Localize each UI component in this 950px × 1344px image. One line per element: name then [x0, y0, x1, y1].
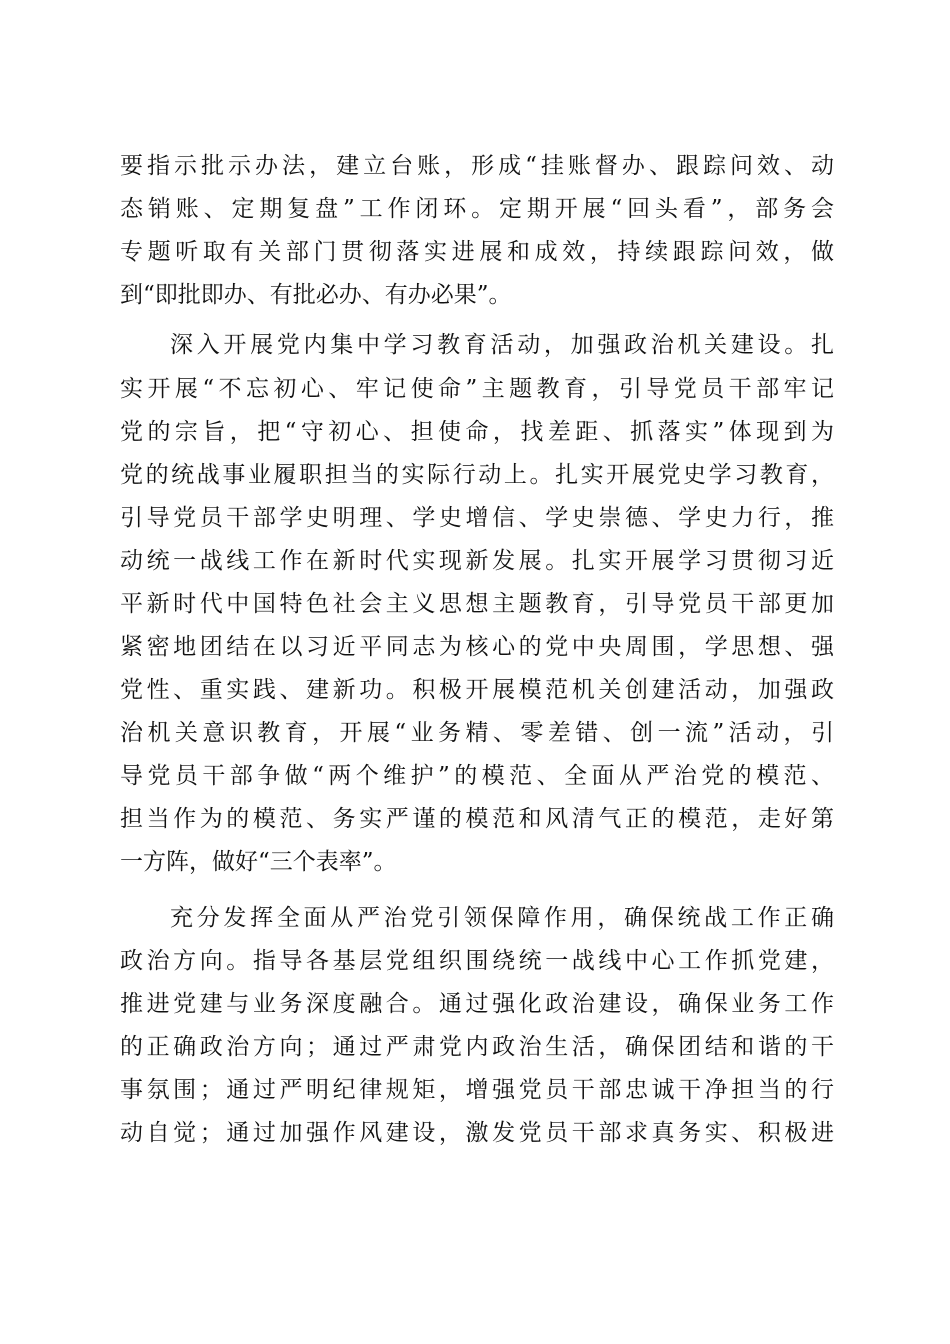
paragraph-3-line-2: 政治方向。指导各基层党组织围绕统一战线中心工作抓党建，	[120, 948, 834, 974]
paragraph-2-line-10: 治机关意识教育，开展“业务精、零差错、创一流”活动，引	[120, 720, 834, 746]
paragraph-2-line-6: 动统一战线工作在新时代实现新发展。扎实开展学习贯彻习近	[120, 548, 834, 574]
paragraph-2-line-2: 实开展“不忘初心、牢记使命”主题教育，引导党员干部牢记	[120, 376, 834, 402]
paragraph-1-line-3: 专题听取有关部门贯彻落实进展和成效，持续跟踪问效，做	[120, 239, 834, 265]
paragraph-2-line-11: 导党员干部争做“两个维护”的模范、全面从严治党的模范、	[120, 763, 834, 789]
paragraph-3-line-5: 事氛围；通过严明纪律规矩，增强党员干部忠诚干净担当的行	[120, 1077, 834, 1103]
paragraph-3-line-1: 充分发挥全面从严治党引领保障作用，确保统战工作正确	[170, 905, 834, 931]
paragraph-2-line-9: 党性、重实践、建新功。积极开展模范机关创建活动，加强政	[120, 677, 834, 703]
paragraph-2-line-12: 担当作为的模范、务实严谨的模范和风清气正的模范，走好第	[120, 806, 834, 832]
paragraph-1-line-2: 态销账、定期复盘”工作闭环。定期开展“回头看”，部务会	[120, 196, 834, 222]
paragraph-2-line-13: 一方阵，做好“三个表率”。	[120, 849, 397, 875]
paragraph-2-line-4: 党的统战事业履职担当的实际行动上。扎实开展党史学习教育，	[120, 462, 834, 488]
paragraph-3-line-6: 动自觉；通过加强作风建设，激发党员干部求真务实、积极进	[120, 1120, 834, 1146]
paragraph-3-line-3: 推进党建与业务深度融合。通过强化政治建设，确保业务工作	[120, 991, 834, 1017]
paragraph-2-line-8: 紧密地团结在以习近平同志为核心的党中央周围，学思想、强	[120, 634, 834, 660]
paragraph-2-line-3: 党的宗旨，把“守初心、担使命，找差距、抓落实”体现到为	[120, 419, 834, 445]
paragraph-2-line-5: 引导党员干部学史明理、学史增信、学史崇德、学史力行，推	[120, 505, 834, 531]
paragraph-2-line-1: 深入开展党内集中学习教育活动，加强政治机关建设。扎	[170, 332, 834, 358]
paragraph-2-line-7: 平新时代中国特色社会主义思想主题教育，引导党员干部更加	[120, 591, 834, 617]
paragraph-3-line-4: 的正确政治方向；通过严肃党内政治生活，确保团结和谐的干	[120, 1034, 834, 1060]
paragraph-1-line-1: 要指示批示办法，建立台账，形成“挂账督办、跟踪问效、动	[120, 153, 834, 179]
paragraph-1-line-4: 到“即批即办、有批必办、有办必果”。	[120, 282, 512, 308]
